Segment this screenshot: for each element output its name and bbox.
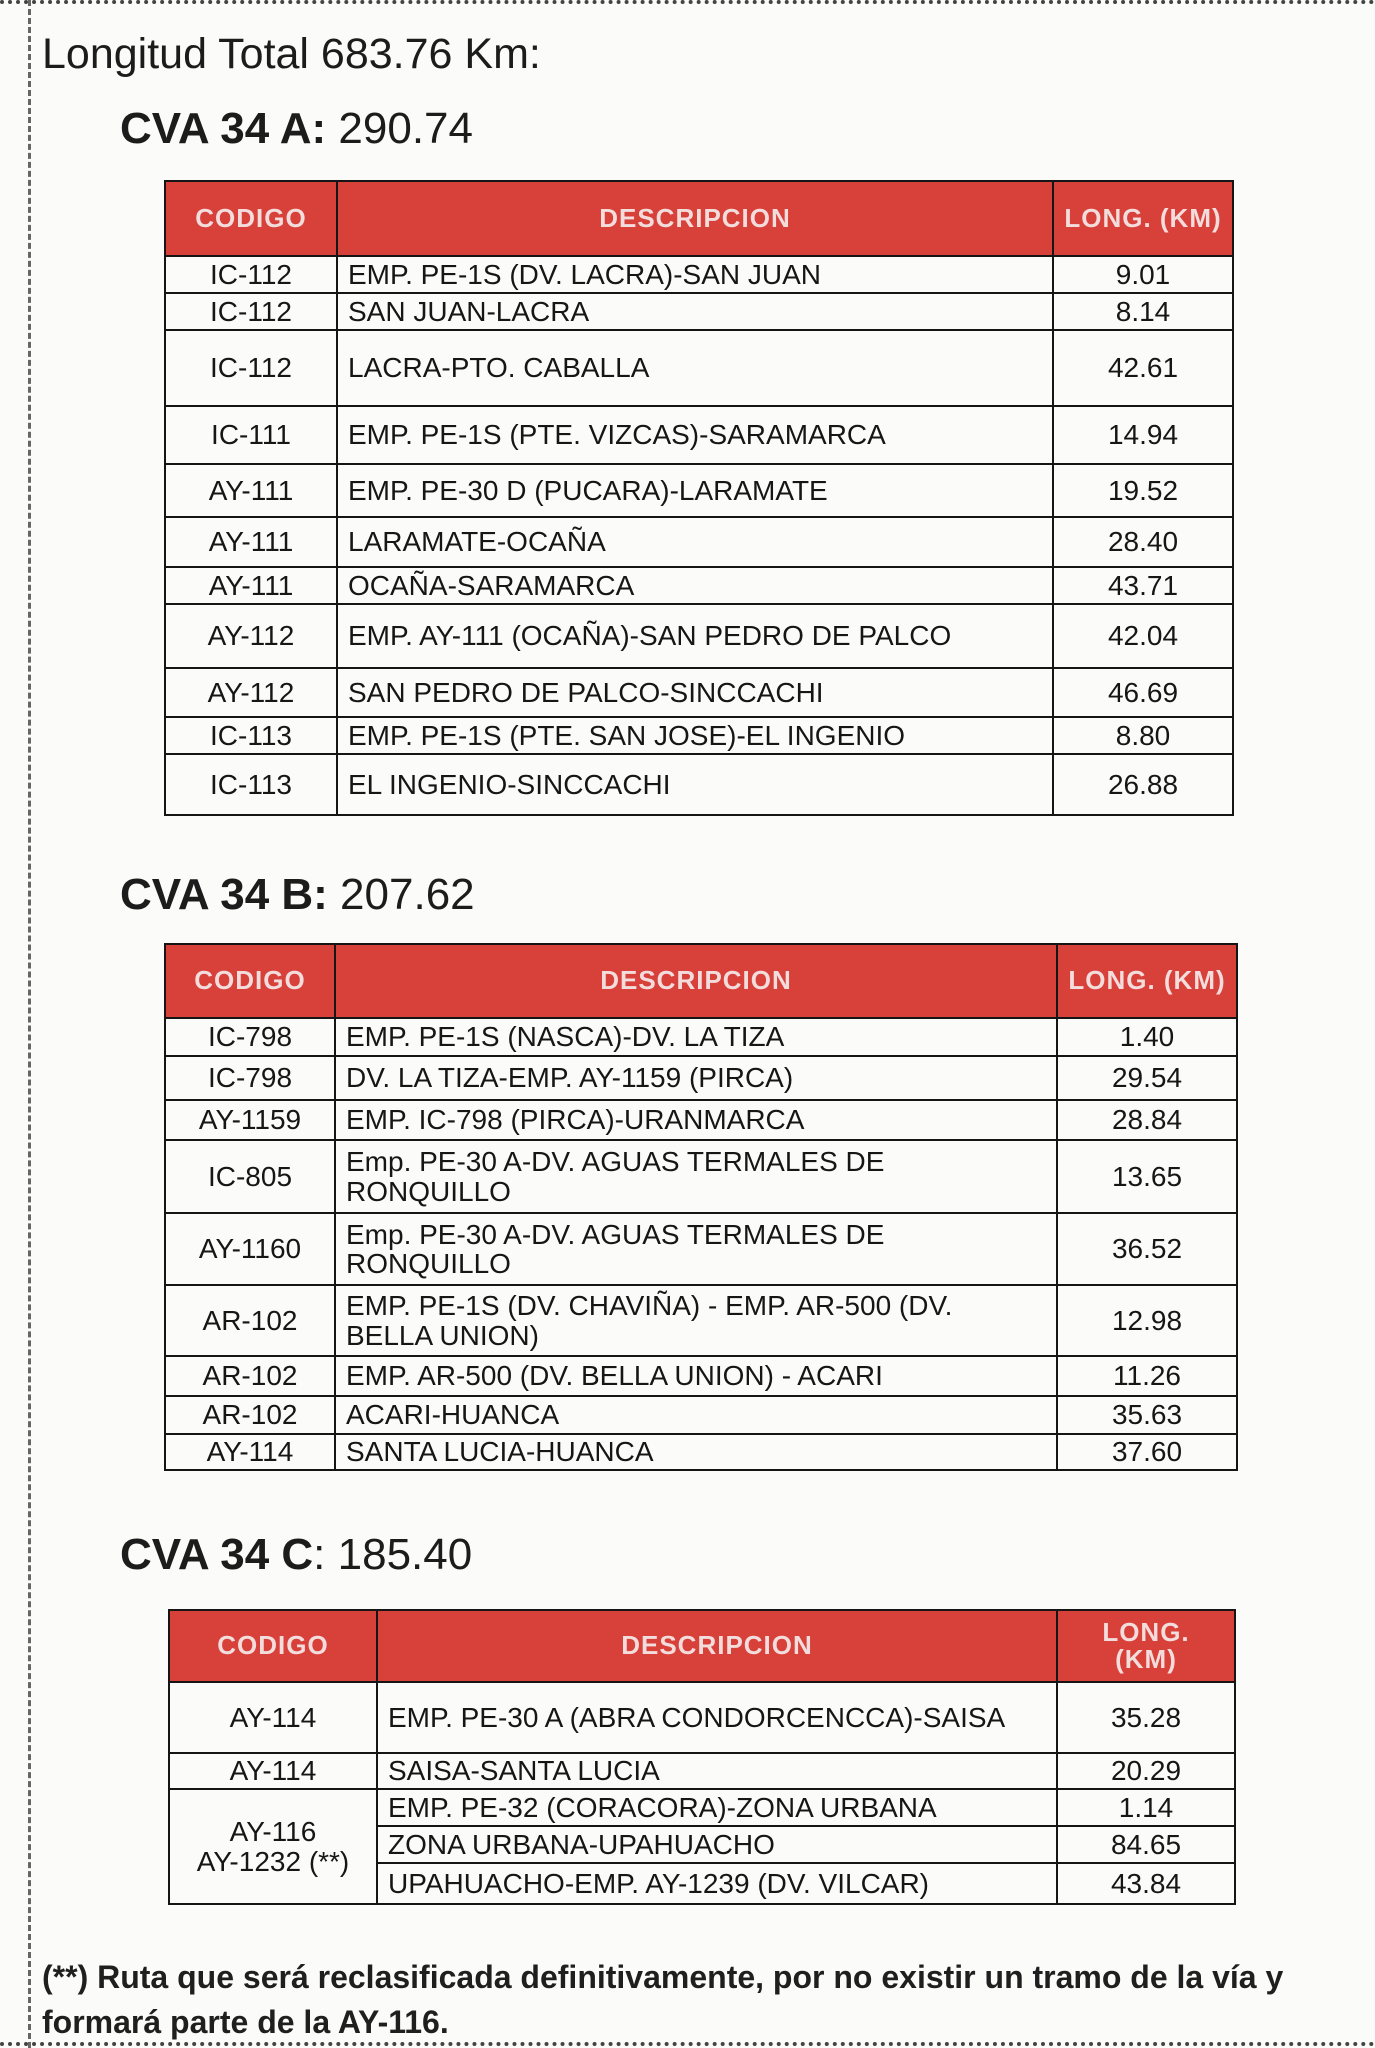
cell-description: SANTA LUCIA-HUANCA bbox=[335, 1434, 1057, 1470]
cell-length: 28.84 bbox=[1057, 1100, 1237, 1140]
section-value: : 185.40 bbox=[313, 1530, 473, 1579]
section-value: 207.62 bbox=[327, 870, 475, 919]
cell-length: 11.26 bbox=[1057, 1356, 1237, 1396]
section-label: CVA 34 A: bbox=[120, 104, 327, 153]
header-codigo: CODIGO bbox=[169, 1610, 377, 1682]
cell-length: 19.52 bbox=[1053, 464, 1233, 517]
header-longitud: LONG. (KM) bbox=[1053, 181, 1233, 256]
cell-code: IC-112 bbox=[165, 330, 337, 406]
cell-length: 8.14 bbox=[1053, 293, 1233, 330]
cell-code: IC-113 bbox=[165, 754, 337, 815]
cell-description: EMP. AY-111 (OCAÑA)-SAN PEDRO DE PALCO bbox=[337, 604, 1053, 668]
table-row bbox=[169, 1789, 1235, 1826]
total-length-title: Longitud Total 683.76 Km: bbox=[42, 30, 541, 78]
page-border-top bbox=[0, 0, 1375, 4]
section-label: CVA 34 C bbox=[120, 1530, 314, 1579]
code-line: AY-116 bbox=[229, 1816, 317, 1848]
cell-length: 1.14 bbox=[1057, 1789, 1235, 1826]
cell-code: AR-102 bbox=[165, 1396, 335, 1434]
table-row bbox=[165, 1100, 1237, 1140]
routes-table-cva-34-b bbox=[164, 943, 1238, 1471]
cell-length: 42.04 bbox=[1053, 604, 1233, 668]
table-row bbox=[165, 1140, 1237, 1213]
table-header-row bbox=[165, 181, 1233, 256]
cell-length: 43.71 bbox=[1053, 567, 1233, 604]
cell-length: 1.40 bbox=[1057, 1018, 1237, 1056]
cell-description: DV. LA TIZA-EMP. AY-1159 (PIRCA) bbox=[335, 1056, 1057, 1100]
cell-description: OCAÑA-SARAMARCA bbox=[337, 567, 1053, 604]
cell-description: LACRA-PTO. CABALLA bbox=[337, 330, 1053, 406]
cell-code: AY-112 bbox=[165, 604, 337, 668]
cell-code: AY-111 bbox=[165, 464, 337, 517]
header-descripcion: DESCRIPCION bbox=[335, 944, 1057, 1018]
cell-code: IC-798 bbox=[165, 1056, 335, 1100]
routes-table-cva-34-c bbox=[168, 1609, 1236, 1905]
cell-length: 43.84 bbox=[1057, 1863, 1235, 1904]
cell-description: EMP. PE-1S (DV. LACRA)-SAN JUAN bbox=[337, 256, 1053, 293]
section-value: 290.74 bbox=[326, 104, 473, 153]
cell-length: 20.29 bbox=[1057, 1753, 1235, 1789]
table-header-row bbox=[165, 944, 1237, 1018]
header-longitud: LONG. (KM) bbox=[1057, 944, 1237, 1018]
cell-description: EMP. PE-1S (PTE. VIZCAS)-SARAMARCA bbox=[337, 406, 1053, 464]
cell-length: 35.28 bbox=[1057, 1682, 1235, 1753]
cell-description: ZONA URBANA-UPAHUACHO bbox=[377, 1826, 1057, 1863]
table-row bbox=[165, 517, 1233, 567]
header-descripcion: DESCRIPCION bbox=[337, 181, 1053, 256]
cell-length: 46.69 bbox=[1053, 668, 1233, 717]
header-codigo: CODIGO bbox=[165, 944, 335, 1018]
page-border-left bbox=[28, 0, 31, 2048]
table-row bbox=[165, 464, 1233, 517]
cell-description: EMP. IC-798 (PIRCA)-URANMARCA bbox=[335, 1100, 1057, 1140]
cell-code: AY-111 bbox=[165, 567, 337, 604]
cell-description: SAN PEDRO DE PALCO-SINCCACHI bbox=[337, 668, 1053, 717]
routes-table-cva-34-a bbox=[164, 180, 1234, 816]
table-row bbox=[169, 1682, 1235, 1753]
cell-length: 84.65 bbox=[1057, 1826, 1235, 1863]
table-row bbox=[165, 717, 1233, 754]
cell-length: 26.88 bbox=[1053, 754, 1233, 815]
section-title-cva-34-c bbox=[120, 1530, 472, 1580]
cell-description: UPAHUACHO-EMP. AY-1239 (DV. VILCAR) bbox=[377, 1863, 1057, 1904]
cell-code: AY-1159 bbox=[165, 1100, 335, 1140]
cell-length: 13.65 bbox=[1057, 1140, 1237, 1213]
cell-code: AY-114 bbox=[165, 1434, 335, 1470]
header-descripcion: DESCRIPCION bbox=[377, 1610, 1057, 1682]
cell-code: IC-112 bbox=[165, 256, 337, 293]
table-row bbox=[165, 668, 1233, 717]
table-row bbox=[165, 293, 1233, 330]
cell-description: EMP. PE-1S (PTE. SAN JOSE)-EL INGENIO bbox=[337, 717, 1053, 754]
table-row bbox=[165, 567, 1233, 604]
cell-description: EMP. PE-1S (NASCA)-DV. LA TIZA bbox=[335, 1018, 1057, 1056]
section-label: CVA 34 B: bbox=[120, 870, 328, 919]
cell-length: 37.60 bbox=[1057, 1434, 1237, 1470]
cell-code: IC-805 bbox=[165, 1140, 335, 1213]
cell-length: 28.40 bbox=[1053, 517, 1233, 567]
table-row bbox=[165, 406, 1233, 464]
table-row bbox=[165, 604, 1233, 668]
header-longitud: LONG. (KM) bbox=[1057, 1610, 1235, 1682]
cell-code: AY-1160 bbox=[165, 1213, 335, 1285]
table-row bbox=[169, 1753, 1235, 1789]
cell-code: AY-111 bbox=[165, 517, 337, 567]
cell-description: Emp. PE-30 A-DV. AGUAS TERMALES DE RONQUILLO bbox=[335, 1140, 1057, 1213]
cell-description: EMP. PE-30 A (ABRA CONDORCENCCA)-SAISA bbox=[377, 1682, 1057, 1753]
cell-description: ACARI-HUANCA bbox=[335, 1396, 1057, 1434]
cell-description: EMP. PE-1S (DV. CHAVIÑA) - EMP. AR-500 (DV. BELLA UNION) bbox=[335, 1285, 1057, 1356]
table-row bbox=[165, 1018, 1237, 1056]
cell-length: 36.52 bbox=[1057, 1213, 1237, 1285]
section-title-cva-34-a bbox=[120, 104, 473, 154]
table-row bbox=[165, 1285, 1237, 1356]
cell-description: EL INGENIO-SINCCACHI bbox=[337, 754, 1053, 815]
cell-description: Emp. PE-30 A-DV. AGUAS TERMALES DE RONQUILLO bbox=[335, 1213, 1057, 1285]
table-row bbox=[165, 330, 1233, 406]
cell-code: AR-102 bbox=[165, 1285, 335, 1356]
table-row bbox=[165, 754, 1233, 815]
cell-length: 12.98 bbox=[1057, 1285, 1237, 1356]
cell-code: AY-114 bbox=[169, 1682, 377, 1753]
table-row bbox=[165, 1434, 1237, 1470]
cell-code: IC-113 bbox=[165, 717, 337, 754]
cell-code: AY-114 bbox=[169, 1753, 377, 1789]
cell-code: IC-111 bbox=[165, 406, 337, 464]
cell-description: LARAMATE-OCAÑA bbox=[337, 517, 1053, 567]
table-row bbox=[165, 1213, 1237, 1285]
cell-code: AR-102 bbox=[165, 1356, 335, 1396]
table-row bbox=[165, 1356, 1237, 1396]
cell-length: 42.61 bbox=[1053, 330, 1233, 406]
footnote: (**) Ruta que será reclasificada definitivamente, por no existir un tramo de la vía y formará parte de la AY-116. bbox=[42, 1959, 1284, 2040]
cell-code: AY-112 bbox=[165, 668, 337, 717]
cell-code: IC-112 bbox=[165, 293, 337, 330]
section-title-cva-34-b bbox=[120, 870, 475, 920]
cell-description: EMP. PE-32 (CORACORA)-ZONA URBANA bbox=[377, 1789, 1057, 1826]
table-row bbox=[165, 1056, 1237, 1100]
cell-length: 35.63 bbox=[1057, 1396, 1237, 1434]
table-row bbox=[165, 256, 1233, 293]
cell-description: SAISA-SANTA LUCIA bbox=[377, 1753, 1057, 1789]
table-header-row bbox=[169, 1610, 1235, 1682]
cell-description: EMP. AR-500 (DV. BELLA UNION) - ACARI bbox=[335, 1356, 1057, 1396]
cell-description: SAN JUAN-LACRA bbox=[337, 293, 1053, 330]
cell-code: IC-798 bbox=[165, 1018, 335, 1056]
cell-length: 8.80 bbox=[1053, 717, 1233, 754]
header-codigo: CODIGO bbox=[165, 181, 337, 256]
cell-description: EMP. PE-30 D (PUCARA)-LARAMATE bbox=[337, 464, 1053, 517]
code-line: AY-1232 (**) bbox=[196, 1845, 350, 1877]
table-row bbox=[165, 1396, 1237, 1434]
cell-length: 14.94 bbox=[1053, 406, 1233, 464]
cell-code-merged bbox=[169, 1789, 377, 1904]
cell-length: 29.54 bbox=[1057, 1056, 1237, 1100]
cell-length: 9.01 bbox=[1053, 256, 1233, 293]
